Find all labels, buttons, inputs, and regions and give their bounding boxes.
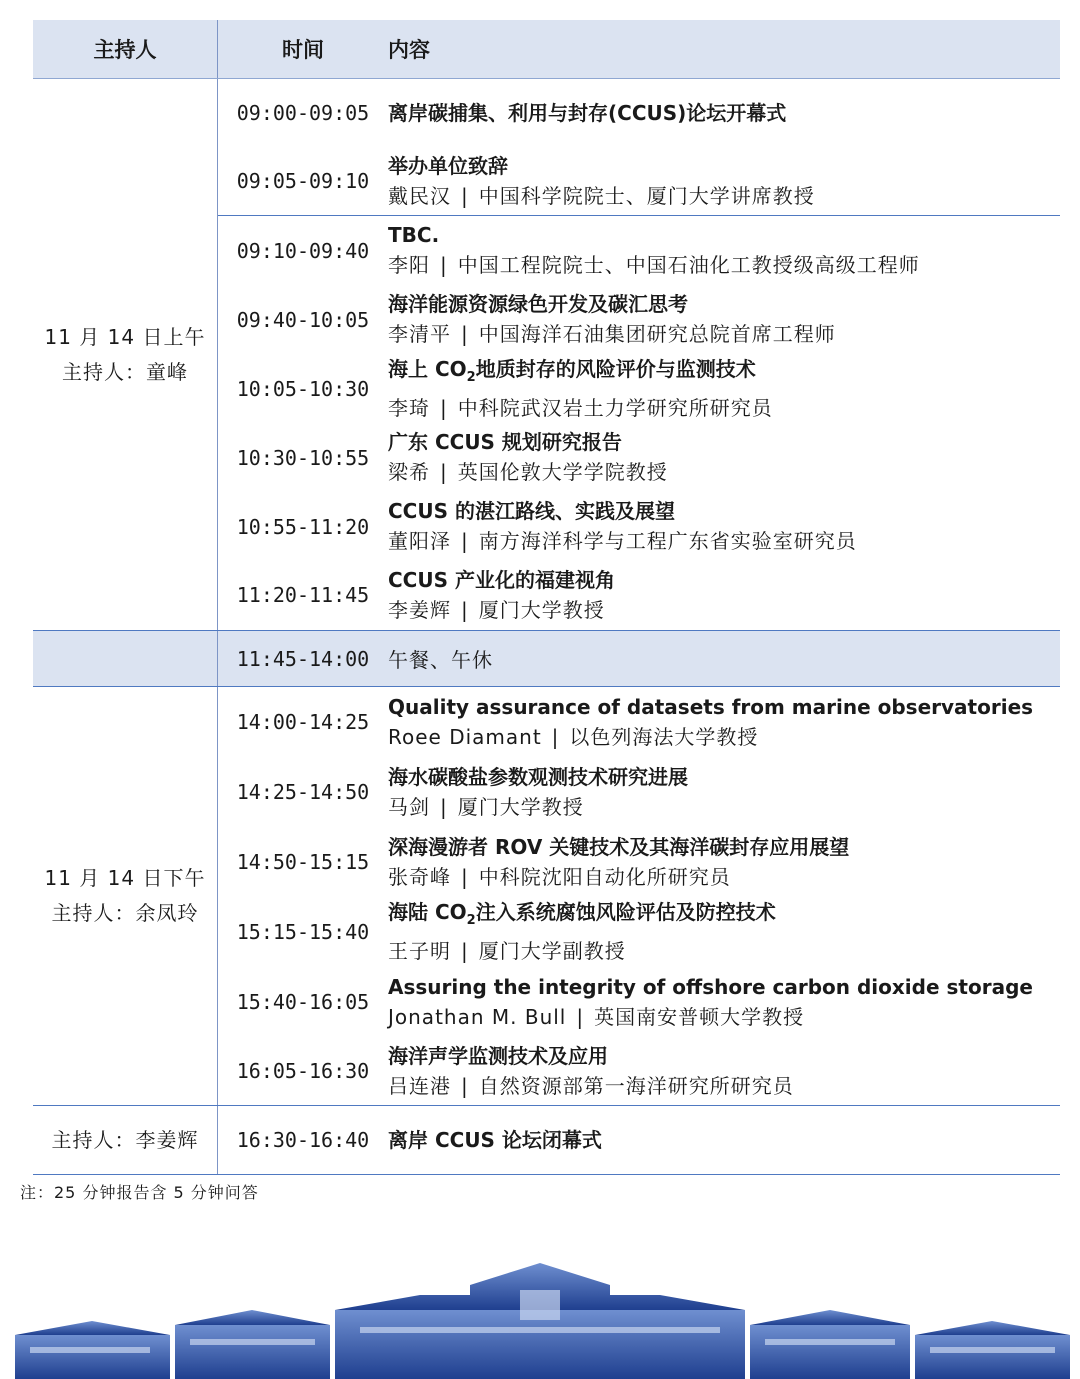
row-speaker: 张奇峰 <box>388 864 451 889</box>
morning-block <box>33 79 1060 631</box>
row-affiliation: 中科院武汉岩土力学研究所研究员 <box>457 395 773 420</box>
row-speaker: 吕连港 <box>388 1073 451 1098</box>
row-speaker: 王子明 <box>388 939 451 963</box>
separator: | <box>461 597 469 622</box>
row-title: 深海漫游者 ROV 关键技术及其海洋碳封存应用展望 <box>388 834 850 859</box>
row-time: 16:05-16:30 <box>236 1059 370 1083</box>
row-time: 14:50-15:15 <box>236 850 370 874</box>
separator: | <box>461 322 469 346</box>
schedule-row <box>218 285 1060 354</box>
row-speaker: 董阳泽 <box>388 529 451 553</box>
row-affiliation: 厦门大学副教授 <box>478 939 626 963</box>
row-affiliation: 英国伦敦大学学院教授 <box>457 460 668 484</box>
separator: | <box>440 253 448 277</box>
row-time: 14:00-14:25 <box>236 710 370 734</box>
row-affiliation: 中国科学院院士、厦门大学讲席教授 <box>478 183 815 208</box>
row-title: 海陆 $CO_2$注入系统腐蚀风险评估及防控技术 <box>388 900 776 928</box>
row-title: Assuring the integrity of offshore carbon dioxide storage <box>388 974 1033 999</box>
row-title: TBC. <box>388 223 440 247</box>
row-time: 10:55-11:20 <box>236 514 370 539</box>
afternoon-host <box>33 687 218 1105</box>
row-time: 09:10-09:40 <box>236 238 370 263</box>
row-title: 海水碳酸盐参数观测技术研究进展 <box>388 764 688 789</box>
row-title: 海上 $CO_2$地质封存的风险评价与监测技术 <box>388 356 756 385</box>
closing-title: 离岸 CCUS 论坛闭幕式 <box>388 1128 602 1152</box>
row-title: 举办单位致辞 <box>388 153 508 178</box>
afternoon-block <box>33 687 1060 1106</box>
row-time: 15:15-15:40 <box>236 920 370 944</box>
row-time: 09:40-10:05 <box>236 307 370 332</box>
header-time: 时间 <box>282 38 324 62</box>
schedule-row <box>218 687 1060 757</box>
lunch-row <box>33 631 1060 687</box>
row-affiliation: 南方海洋科学与工程广东省实验室研究员 <box>478 529 857 553</box>
schedule-row <box>218 1037 1060 1105</box>
closing-host: 主持人：李姜辉 <box>33 1106 218 1174</box>
schedule-row <box>218 79 1060 147</box>
row-time: 10:05-10:30 <box>236 376 370 401</box>
schedule-row <box>218 423 1060 492</box>
header-host: 主持人 <box>33 20 218 78</box>
row-time: 09:05-09:10 <box>236 169 370 193</box>
row-time: 15:40-16:05 <box>236 990 370 1014</box>
schedule-row <box>218 492 1060 561</box>
row-title: CCUS 的湛江路线、实践及展望 <box>388 499 675 523</box>
schedule-row <box>218 354 1060 423</box>
row-speaker: 李姜辉 <box>388 597 451 622</box>
schedule-row <box>218 757 1060 827</box>
row-time: 14:25-14:50 <box>236 780 370 804</box>
row-title: 海洋能源资源绿色开发及碳汇思考 <box>388 292 688 316</box>
row-affiliation: 以色列海法大学教授 <box>569 724 759 749</box>
row-speaker: 梁希 <box>388 460 430 484</box>
schedule-row <box>218 897 1060 967</box>
schedule-row <box>218 561 1060 629</box>
row-time: 09:00-09:05 <box>236 101 370 125</box>
campus-skyline-illustration <box>0 1255 1080 1379</box>
row-affiliation: 自然资源部第一海洋研究所研究员 <box>478 1073 794 1098</box>
row-title: Quality assurance of datasets from marine observatories <box>388 694 1034 719</box>
row-affiliation: 中科院沈阳自动化所研究员 <box>478 864 731 889</box>
row-title: 海洋声学监测技术及应用 <box>388 1043 608 1068</box>
footnote: 注：25 分钟报告含 5 分钟问答 <box>20 1183 259 1202</box>
row-time: 10:30-10:55 <box>236 445 370 470</box>
separator: | <box>440 794 448 819</box>
row-affiliation: 中国海洋石油集团研究总院首席工程师 <box>478 322 836 346</box>
table-header <box>33 20 1060 79</box>
row-time: 11:20-11:45 <box>236 583 370 607</box>
separator: | <box>551 724 560 749</box>
separator: | <box>461 529 469 553</box>
morning-host-name: 主持人：童峰 <box>62 359 188 384</box>
row-speaker: 戴民汉 <box>388 183 451 208</box>
row-affiliation: 厦门大学教授 <box>478 597 605 622</box>
schedule-row <box>218 967 1060 1037</box>
separator: | <box>440 395 448 420</box>
separator: | <box>576 1004 585 1029</box>
morning-host <box>33 79 218 630</box>
separator: | <box>440 460 448 484</box>
row-affiliation: 英国南安普顿大学教授 <box>594 1004 805 1029</box>
schedule-table <box>33 20 1060 1175</box>
row-title: CCUS 产业化的福建视角 <box>388 567 615 592</box>
row-title: 广东 CCUS 规划研究报告 <box>388 430 622 454</box>
separator: | <box>461 864 469 889</box>
header-content: 内容 <box>388 38 430 62</box>
closing-time: 16:30-16:40 <box>236 1128 370 1152</box>
row-speaker: Roee Diamant <box>388 724 542 749</box>
row-speaker: 李清平 <box>388 322 451 346</box>
lunch-time: 11:45-14:00 <box>236 646 370 671</box>
schedule-row <box>218 827 1060 897</box>
row-speaker: Jonathan M. Bull <box>388 1004 567 1029</box>
afternoon-date: 11 月 14 日下午 <box>44 866 206 890</box>
schedule-row <box>218 147 1060 215</box>
separator: | <box>461 1073 469 1098</box>
schedule-row <box>218 216 1060 285</box>
row-speaker: 李阳 <box>388 253 430 277</box>
lunch-text: 午餐、午休 <box>388 648 493 672</box>
row-title: 离岸碳捕集、利用与封存(CCUS)论坛开幕式 <box>388 101 787 125</box>
row-affiliation: 厦门大学教授 <box>457 794 584 819</box>
row-speaker: 李琦 <box>388 395 430 420</box>
row-affiliation: 中国工程院院士、中国石油化工教授级高级工程师 <box>457 253 920 277</box>
separator: | <box>461 939 469 963</box>
separator: | <box>461 183 469 208</box>
afternoon-host-name: 主持人：余凤玲 <box>51 901 199 925</box>
closing-block <box>33 1106 1060 1175</box>
row-speaker: 马剑 <box>388 794 430 819</box>
morning-date: 11 月 14 日上午 <box>44 324 206 349</box>
